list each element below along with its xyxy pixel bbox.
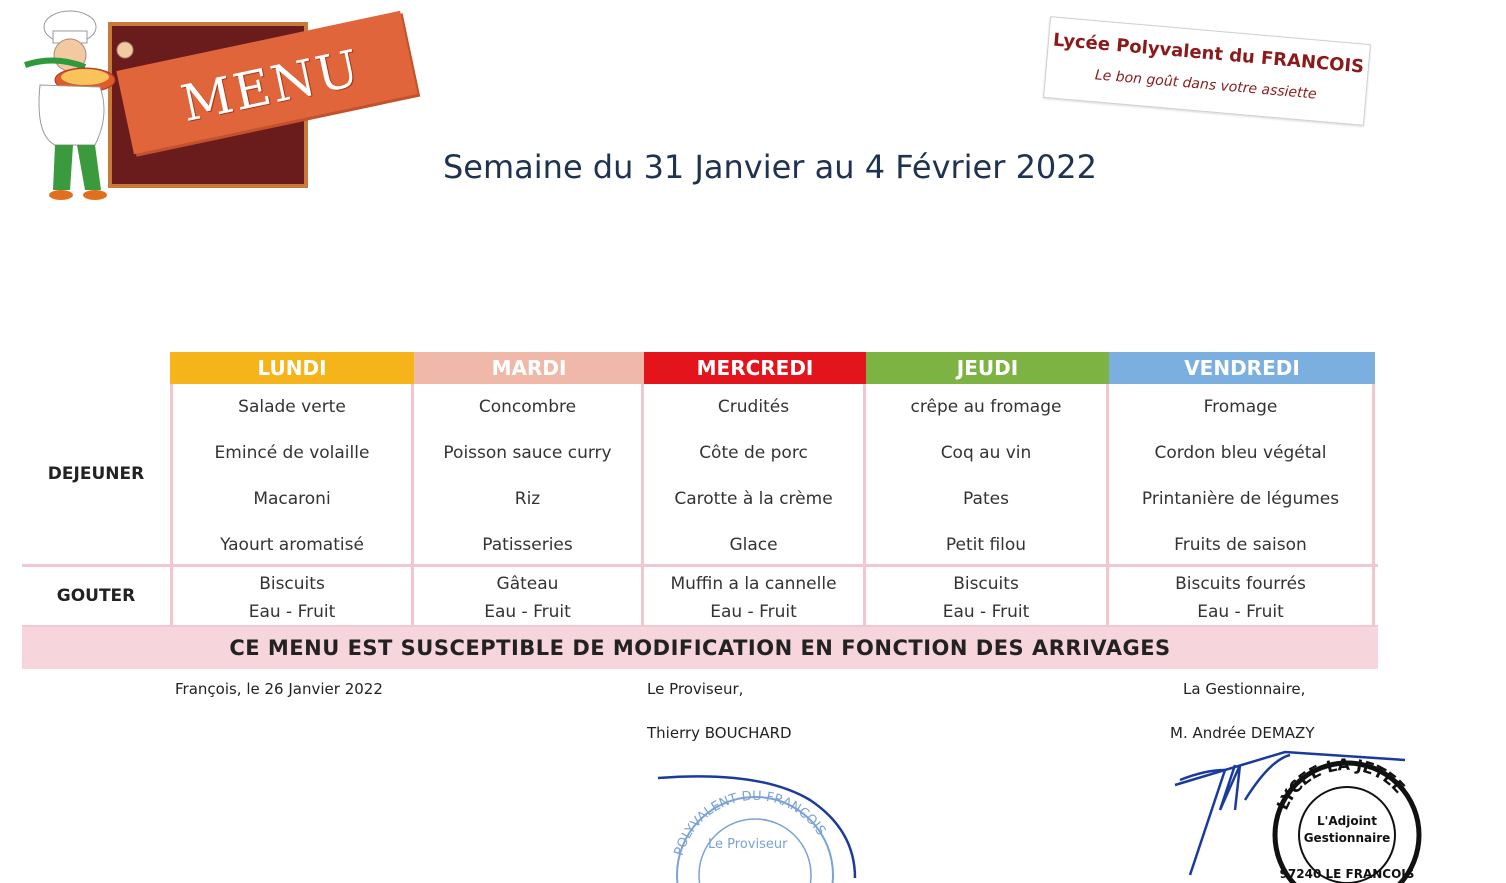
- dish: Coq au vin: [940, 443, 1032, 463]
- gouter-cell-lundi: [170, 567, 414, 625]
- gouter-cell-mercredi: [644, 567, 866, 625]
- day-header-lundi: LUNDI: [170, 352, 414, 384]
- gouter-row: [22, 564, 1378, 628]
- menu-notice-banner: CE MENU EST SUSCEPTIBLE DE MODIFICATION EN FONCTION DES ARRIVAGES: [22, 627, 1378, 669]
- school-header-box: [1043, 16, 1371, 126]
- header-spacer: [22, 352, 170, 384]
- dish: Fromage: [1203, 397, 1278, 417]
- proviseur-stamp-center: Le Proviseur: [708, 837, 788, 852]
- snack: Eau - Fruit: [942, 602, 1030, 622]
- school-name: Lycée Polyvalent du FRANCOIS: [1052, 29, 1365, 78]
- dish: Emincé de volaille: [214, 443, 370, 463]
- dish: Carotte à la crème: [674, 489, 833, 509]
- dejeuner-row: [22, 384, 1378, 564]
- snack: Eau - Fruit: [1197, 602, 1284, 622]
- dish: Poisson sauce curry: [443, 443, 612, 463]
- gestionnaire-title: La Gestionnaire,: [1183, 680, 1306, 698]
- day-header-mardi: MARDI: [414, 352, 644, 384]
- day-header-jeudi: JEUDI: [866, 352, 1109, 384]
- row-label-gouter: GOUTER: [56, 586, 136, 606]
- snack: Muffin a la cannelle: [670, 574, 837, 594]
- proviseur-stamp-ring-text: POLYVALENT DU FRANCOIS: [671, 788, 829, 858]
- gestion-stamp-line1: L'Adjoint: [1317, 814, 1377, 828]
- row-label-dejeuner: DEJEUNER: [47, 464, 145, 484]
- dejeuner-cell-mardi: [414, 384, 644, 564]
- dish: crêpe au fromage: [910, 397, 1062, 417]
- day-header-vendredi: VENDREDI: [1109, 352, 1375, 384]
- day-header-row: [22, 352, 1378, 384]
- proviseur-stamp: [640, 760, 870, 883]
- week-title: Semaine du 31 Janvier au 4 Février 2022: [442, 148, 1097, 186]
- dish: Cordon bleu végétal: [1154, 443, 1327, 463]
- dish: Patisseries: [482, 535, 573, 555]
- school-tagline: Le bon goût dans votre assiette: [1094, 67, 1318, 103]
- snack: Eau - Fruit: [710, 602, 797, 622]
- gouter-cell-mardi: [414, 567, 644, 625]
- snack: Biscuits fourrés: [1175, 574, 1306, 594]
- dish: Petit filou: [945, 535, 1027, 555]
- dish: Glace: [729, 535, 778, 555]
- place-date: François, le 26 Janvier 2022: [175, 680, 383, 698]
- gouter-cell-jeudi: [866, 567, 1109, 625]
- gestion-stamp-ring-text: LYCEE LA JETEE: [1272, 754, 1409, 813]
- dish: Pates: [963, 489, 1009, 509]
- dish: Macaroni: [253, 489, 331, 509]
- gestionnaire-stamp: [1262, 750, 1432, 883]
- dish: Salade verte: [238, 397, 346, 417]
- snack: Eau - Fruit: [484, 602, 571, 622]
- snack: Biscuits: [953, 574, 1019, 594]
- dish: Riz: [514, 489, 541, 509]
- snack: Gâteau: [496, 574, 559, 594]
- gestionnaire-name: M. Andrée DEMAZY: [1170, 724, 1315, 742]
- logo-menu-text: MENU: [176, 38, 366, 134]
- snack: Biscuits: [259, 574, 325, 594]
- gestion-stamp-line2: Gestionnaire: [1303, 831, 1391, 845]
- menu-table: [22, 352, 1378, 628]
- chef-icon: [15, 5, 155, 205]
- proviseur-title: Le Proviseur,: [647, 680, 744, 698]
- snack: Eau - Fruit: [248, 602, 336, 622]
- dish: Yaourt aromatisé: [220, 535, 364, 555]
- day-header-mercredi: MERCREDI: [644, 352, 866, 384]
- dejeuner-cell-jeudi: [866, 384, 1109, 564]
- dejeuner-cell-mercredi: [644, 384, 866, 564]
- dish: Printanière de légumes: [1141, 489, 1340, 509]
- proviseur-name: Thierry BOUCHARD: [647, 724, 792, 742]
- dejeuner-cell-vendredi: [1109, 384, 1375, 564]
- dish: Côte de porc: [699, 443, 808, 463]
- dish: Concombre: [478, 397, 577, 417]
- gouter-cell-vendredi: [1109, 567, 1375, 625]
- dish: Fruits de saison: [1174, 535, 1307, 555]
- dejeuner-cell-lundi: [170, 384, 414, 564]
- gestion-stamp-bottom: 97240 LE FRANCOIS: [1279, 867, 1415, 881]
- dish: Crudités: [717, 397, 790, 417]
